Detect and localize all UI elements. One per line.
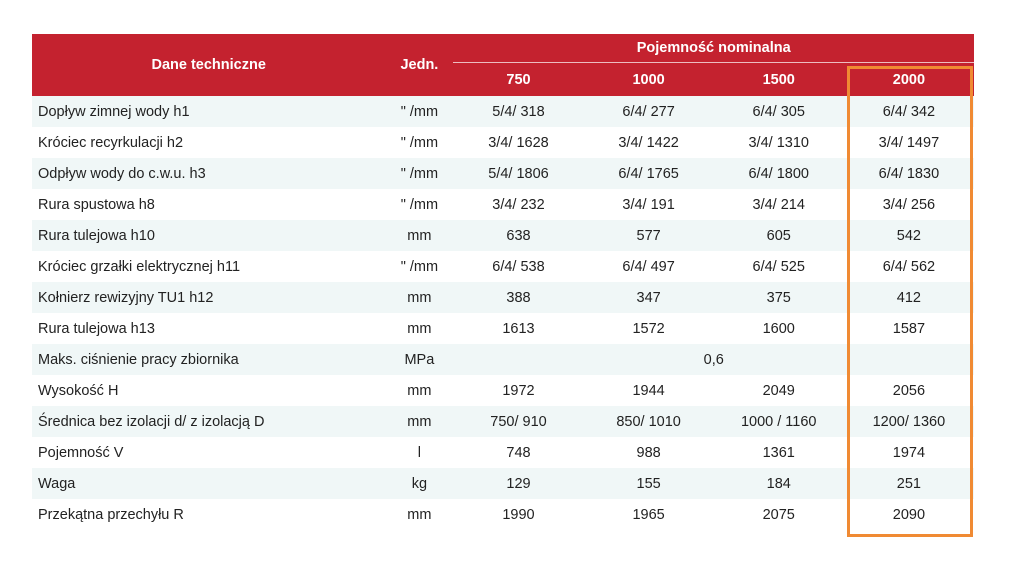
row-label: Rura tulejowa h13 [32,313,385,344]
row-value-2000: 1587 [844,313,974,344]
row-label: Średnica bez izolacji d/ z izolacją D [32,406,385,437]
header-capacity-1000: 1000 [584,63,714,97]
row-value-750: 638 [453,220,583,251]
row-unit: mm [385,375,453,406]
row-value-1000: 6/4/ 277 [584,96,714,127]
tech-spec-table-container [32,34,974,530]
row-value-1000: 577 [584,220,714,251]
table-row [32,499,974,530]
row-label: Odpływ wody do c.w.u. h3 [32,158,385,189]
row-value-750: 388 [453,282,583,313]
table-row [32,468,974,499]
row-value-2000: 2090 [844,499,974,530]
row-value-1000: 988 [584,437,714,468]
table-row [32,158,974,189]
row-label: Dopływ zimnej wody h1 [32,96,385,127]
header-capacity-1500: 1500 [714,63,844,97]
row-value-1500: 605 [714,220,844,251]
table-row [32,437,974,468]
row-label: Króciec recyrkulacji h2 [32,127,385,158]
header-unit: Jedn. [385,34,453,96]
row-value-1000: 3/4/ 1422 [584,127,714,158]
row-value-750: 6/4/ 538 [453,251,583,282]
row-unit: " /mm [385,158,453,189]
row-unit: " /mm [385,127,453,158]
row-label: Maks. ciśnienie pracy zbiornika [32,344,385,375]
row-label: Rura tulejowa h10 [32,220,385,251]
row-label: Pojemność V [32,437,385,468]
row-value-2000: 3/4/ 1497 [844,127,974,158]
row-label: Waga [32,468,385,499]
row-value-750: 3/4/ 232 [453,189,583,220]
row-value-750: 1613 [453,313,583,344]
row-merged-value: 0,6 [453,344,974,375]
row-value-2000: 6/4/ 562 [844,251,974,282]
row-value-1000: 1965 [584,499,714,530]
row-value-1500: 2049 [714,375,844,406]
table-row [32,189,974,220]
row-value-750: 750/ 910 [453,406,583,437]
row-value-1500: 3/4/ 214 [714,189,844,220]
row-value-1500: 6/4/ 305 [714,96,844,127]
header-capacity-750: 750 [453,63,583,97]
table-body [32,96,974,530]
row-value-2000: 542 [844,220,974,251]
row-value-750: 1972 [453,375,583,406]
row-value-2000: 412 [844,282,974,313]
row-value-750: 748 [453,437,583,468]
table-row [32,127,974,158]
table-row [32,220,974,251]
tech-spec-table [32,34,974,530]
table-row [32,344,974,375]
row-value-750: 5/4/ 1806 [453,158,583,189]
row-value-1000: 6/4/ 1765 [584,158,714,189]
header-capacity-group: Pojemność nominalna [453,34,974,63]
row-unit: " /mm [385,189,453,220]
row-unit: mm [385,282,453,313]
table-row [32,96,974,127]
row-unit: mm [385,313,453,344]
row-label: Przekątna przechyłu R [32,499,385,530]
row-value-1500: 1361 [714,437,844,468]
table-header [32,34,974,96]
row-value-2000: 2056 [844,375,974,406]
row-value-750: 129 [453,468,583,499]
row-value-1500: 184 [714,468,844,499]
row-value-1500: 1000 / 1160 [714,406,844,437]
row-value-1000: 850/ 1010 [584,406,714,437]
row-unit: l [385,437,453,468]
row-unit: " /mm [385,96,453,127]
table-row [32,406,974,437]
row-value-2000: 6/4/ 342 [844,96,974,127]
row-value-750: 3/4/ 1628 [453,127,583,158]
row-value-2000: 3/4/ 256 [844,189,974,220]
row-value-1500: 3/4/ 1310 [714,127,844,158]
row-value-1500: 375 [714,282,844,313]
row-value-1000: 1572 [584,313,714,344]
row-unit: mm [385,406,453,437]
row-value-1500: 6/4/ 1800 [714,158,844,189]
row-value-1500: 1600 [714,313,844,344]
row-value-750: 5/4/ 318 [453,96,583,127]
row-value-1000: 3/4/ 191 [584,189,714,220]
row-value-2000: 6/4/ 1830 [844,158,974,189]
row-value-1000: 6/4/ 497 [584,251,714,282]
row-value-2000: 1200/ 1360 [844,406,974,437]
row-value-2000: 1974 [844,437,974,468]
table-row [32,313,974,344]
row-unit: MPa [385,344,453,375]
header-param: Dane techniczne [32,34,385,96]
header-capacity-2000: 2000 [844,63,974,97]
table-row [32,251,974,282]
table-row [32,282,974,313]
row-unit: mm [385,499,453,530]
row-unit: " /mm [385,251,453,282]
row-value-1000: 1944 [584,375,714,406]
row-label: Wysokość H [32,375,385,406]
table-row [32,375,974,406]
row-value-1000: 155 [584,468,714,499]
row-value-2000: 251 [844,468,974,499]
row-value-1500: 6/4/ 525 [714,251,844,282]
row-value-1500: 2075 [714,499,844,530]
row-label: Króciec grzałki elektrycznej h11 [32,251,385,282]
row-label: Kołnierz rewizyjny TU1 h12 [32,282,385,313]
row-unit: mm [385,220,453,251]
row-value-1000: 347 [584,282,714,313]
row-value-750: 1990 [453,499,583,530]
row-unit: kg [385,468,453,499]
row-label: Rura spustowa h8 [32,189,385,220]
